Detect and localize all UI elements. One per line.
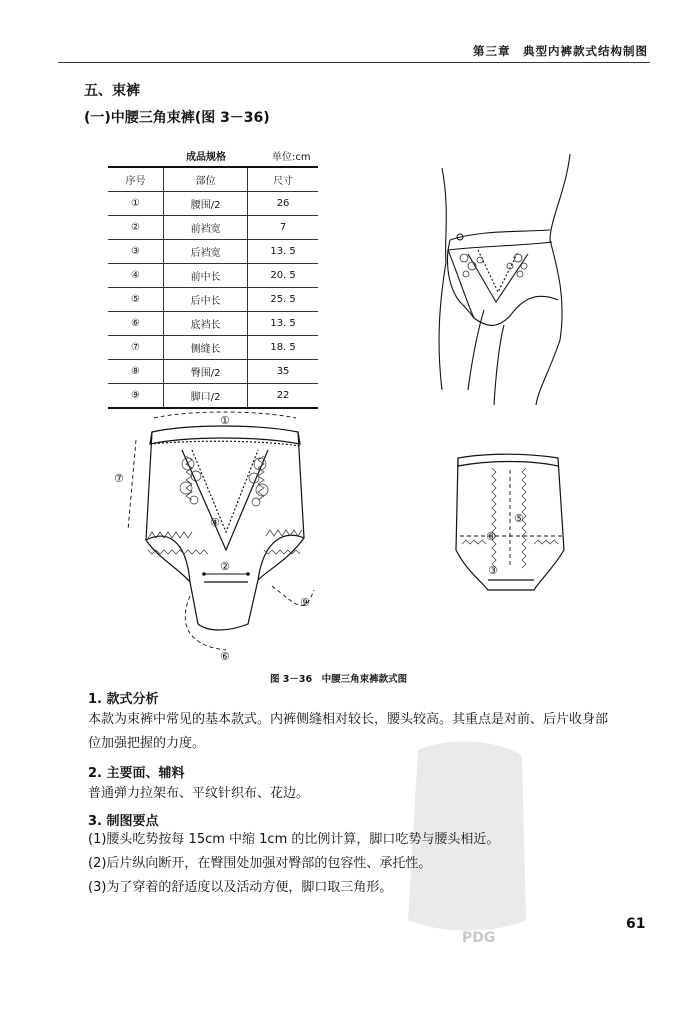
watermark-text: PDG bbox=[462, 930, 496, 946]
cell-part: 后中长 bbox=[164, 288, 248, 312]
cell-size: 26 bbox=[248, 192, 318, 216]
cell-index: ⑨ bbox=[108, 384, 164, 409]
cell-index: ⑧ bbox=[108, 360, 164, 384]
cell-part: 脚口/2 bbox=[164, 384, 248, 409]
header-rule bbox=[58, 62, 650, 63]
col-header: 部位 bbox=[164, 167, 248, 192]
cell-part: 侧缝长 bbox=[164, 336, 248, 360]
body-illustration bbox=[420, 150, 600, 410]
table-caption: 成品规格 bbox=[186, 152, 226, 163]
cell-part: 底裆长 bbox=[164, 312, 248, 336]
paragraph-line: 位加强把握的力度。 bbox=[88, 736, 206, 751]
cell-size: 18. 5 bbox=[248, 336, 318, 360]
front-label: ⑥ bbox=[220, 650, 230, 663]
table-row bbox=[108, 360, 318, 384]
cell-size: 25. 5 bbox=[248, 288, 318, 312]
table-row bbox=[108, 312, 318, 336]
cell-size: 7 bbox=[248, 216, 318, 240]
cell-index: ① bbox=[108, 192, 164, 216]
cell-index: ⑤ bbox=[108, 288, 164, 312]
table-row bbox=[108, 192, 318, 216]
section-title: 五、束裤 bbox=[84, 83, 140, 99]
cell-index: ⑦ bbox=[108, 336, 164, 360]
subsection-title: (一)中腰三角束裤(图 3－36) bbox=[84, 110, 270, 126]
table-row bbox=[108, 264, 318, 288]
col-header: 序号 bbox=[108, 167, 164, 192]
front-label: ② bbox=[220, 560, 230, 573]
cell-size: 13. 5 bbox=[248, 312, 318, 336]
back-label: ⑧ bbox=[486, 530, 496, 543]
page-header bbox=[0, 0, 690, 62]
front-label: ⑨ bbox=[300, 596, 310, 609]
back-label: ③ bbox=[488, 564, 498, 577]
col-header: 尺寸 bbox=[248, 167, 318, 192]
cell-part: 前裆宽 bbox=[164, 216, 248, 240]
cell-index: ② bbox=[108, 216, 164, 240]
cell-size: 22 bbox=[248, 384, 318, 409]
paragraph-line: (2)后片纵向断开，在臀围处加强对臀部的包容性、承托性。 bbox=[88, 856, 432, 871]
table-row bbox=[108, 216, 318, 240]
cell-part: 后裆宽 bbox=[164, 240, 248, 264]
cell-index: ⑥ bbox=[108, 312, 164, 336]
back-label: ⑤ bbox=[514, 512, 524, 525]
table-header-row bbox=[108, 167, 318, 192]
table-row bbox=[108, 288, 318, 312]
back-view-diagram bbox=[440, 440, 580, 610]
page-number: 61 bbox=[626, 916, 646, 932]
heading-materials: 2. 主要面、辅料 bbox=[88, 766, 185, 781]
table-row bbox=[108, 336, 318, 360]
heading-style-analysis: 1. 款式分析 bbox=[88, 692, 159, 707]
table-row bbox=[108, 384, 318, 409]
cell-part: 前中长 bbox=[164, 264, 248, 288]
paragraph-line: 本款为束裤中常见的基本款式。内裤侧缝相对较长，腰头较高。其重点是对前、后片收身部 bbox=[88, 712, 609, 727]
cell-index: ④ bbox=[108, 264, 164, 288]
paragraph-line: (3)为了穿着的舒适度以及活动方便，脚口取三角形。 bbox=[88, 880, 393, 895]
paragraph-line: 普通弹力拉架布、平纹针织布、花边。 bbox=[88, 786, 310, 801]
front-label: ⑦ bbox=[114, 472, 124, 485]
chapter-title: 第三章 典型内裤款式结构制图 bbox=[473, 44, 648, 58]
paragraph-line: (1)腰头吃势按每 15cm 中缩 1cm 的比例计算，脚口吃势与腰头相近。 bbox=[88, 832, 500, 847]
heading-drafting-points: 3. 制图要点 bbox=[88, 814, 159, 829]
spec-table bbox=[108, 166, 318, 409]
cell-index: ③ bbox=[108, 240, 164, 264]
front-label: ① bbox=[220, 414, 230, 427]
cell-size: 35 bbox=[248, 360, 318, 384]
cell-size: 20. 5 bbox=[248, 264, 318, 288]
cell-part: 臀围/2 bbox=[164, 360, 248, 384]
cell-part: 腰围/2 bbox=[164, 192, 248, 216]
table-unit: 单位:cm bbox=[272, 152, 311, 163]
cell-size: 13. 5 bbox=[248, 240, 318, 264]
table-row bbox=[108, 240, 318, 264]
front-view-diagram bbox=[108, 410, 348, 670]
front-label: ④ bbox=[210, 516, 220, 529]
figure-caption: 图 3－36 中腰三角束裤款式图 bbox=[270, 674, 408, 685]
